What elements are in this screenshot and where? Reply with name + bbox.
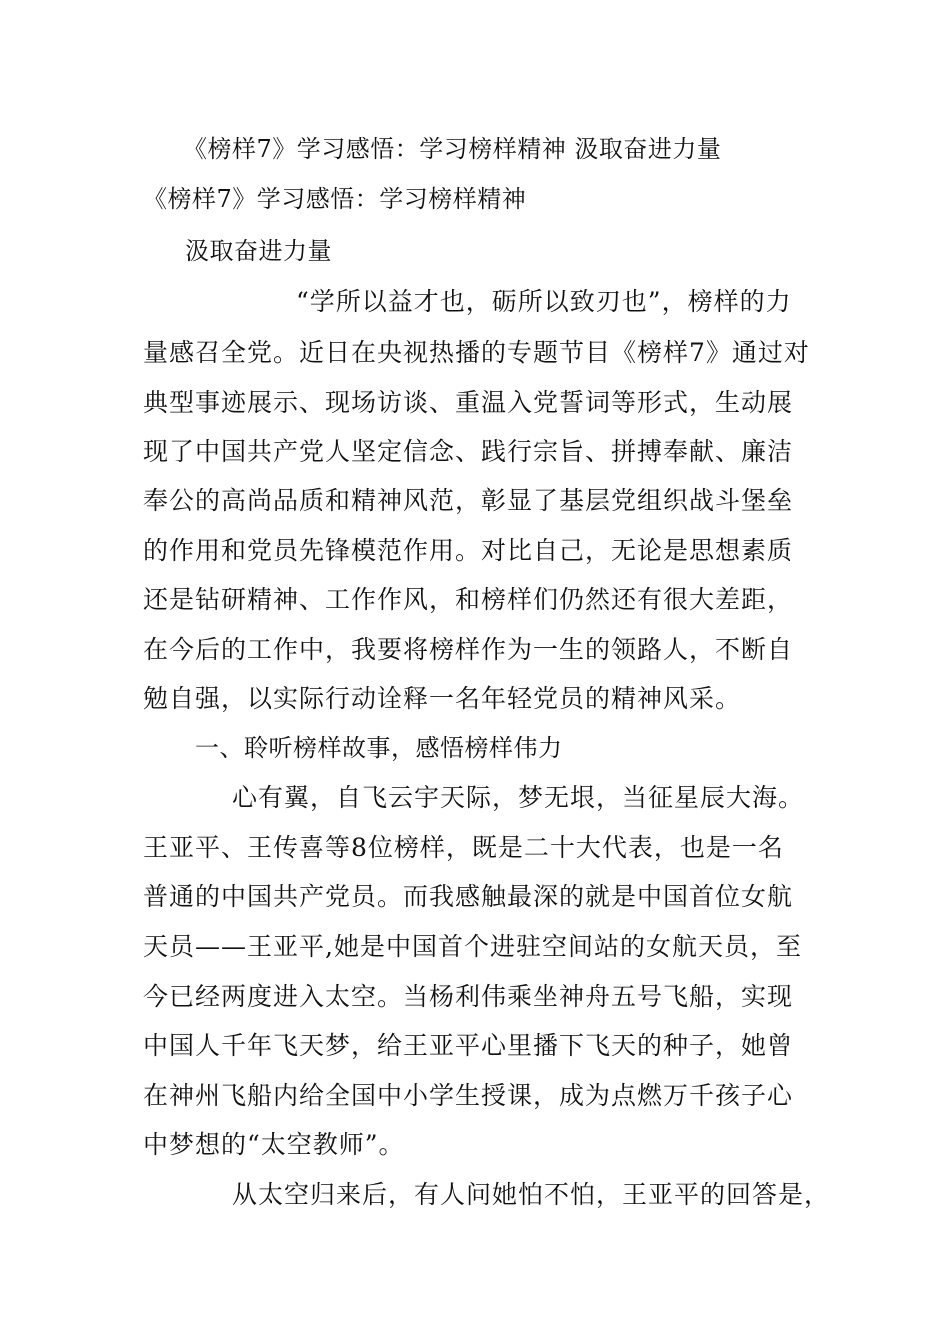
paragraph-1-line-4: 现了中国共产党人坚定信念、践行宗旨、拼搏奉献、廉洁 [143, 437, 794, 466]
paragraph-1-line-9: 勉自强，以实际行动诠释一名年轻党员的精神风采。 [143, 684, 742, 713]
section-heading-1: 一、聆听榜样故事，感悟榜样伟力 [195, 734, 563, 762]
paragraph-2-line-7: 在神州飞船内给全国中小学生授课，成为点燃万千孩子心 [143, 1081, 794, 1110]
paragraph-1-line-8: 在今后的工作中，我要将榜样作为一生的领路人，不断自 [143, 635, 794, 664]
paragraph-1-line-1: “学所以益才也，砺所以致刃也”，榜样的力 [296, 287, 792, 316]
paragraph-1-line-7: 还是钻研精神、工作作风，和榜样们仍然还有很大差距， [143, 585, 794, 614]
paragraph-3-line-1: 从太空归来后，有人问她怕不怕，王亚平的回答是， [232, 1180, 831, 1209]
paragraph-1-line-5: 奉公的高尚品质和精神风范，彰显了基层党组织战斗堡垒 [143, 486, 794, 515]
paragraph-2-line-3: 普通的中国共产党员。而我感触最深的就是中国首位女航 [143, 882, 794, 911]
paragraph-1-line-2: 量感召全党。近日在央视热播的专题节目《榜样7》通过对 [143, 338, 810, 367]
paragraph-2-line-8: 中梦想的“太空教师”。 [143, 1130, 405, 1159]
document-subtitle-line2: 汲取奋进力量 [185, 237, 332, 265]
document-subtitle-line1: 《榜样7》学习感悟：学习榜样精神 [143, 185, 527, 213]
paragraph-2-line-4: 天员——王亚平,她是中国首个进驻空间站的女航天员，至 [143, 932, 802, 961]
paragraph-1-line-6: 的作用和党员先锋模范作用。对比自己，无论是思想素质 [143, 536, 794, 565]
paragraph-1-line-3: 典型事迹展示、现场访谈、重温入党誓词等形式，生动展 [143, 388, 794, 417]
paragraph-2-line-1: 心有翼，自飞云宇天际，梦无垠，当征星辰大海。 [232, 783, 805, 812]
paragraph-2-line-5: 今已经两度进入太空。当杨利伟乘坐神舟五号飞船，实现 [143, 982, 794, 1011]
paragraph-2-line-2: 王亚平、王传喜等8位榜样，既是二十大代表，也是一名 [143, 833, 784, 862]
paragraph-2-line-6: 中国人千年飞天梦，给王亚平心里播下飞天的种子，她曾 [143, 1031, 794, 1060]
document-title: 《榜样7》学习感悟：学习榜样精神 汲取奋进力量 [183, 135, 722, 163]
